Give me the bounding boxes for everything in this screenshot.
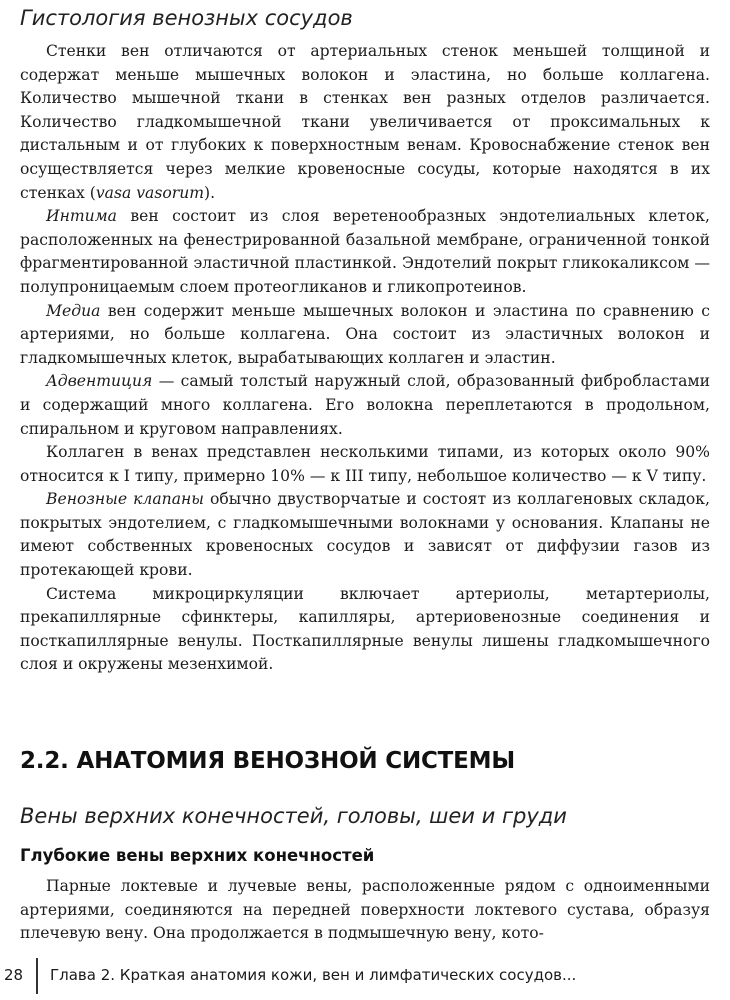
term-intima: Интима [46,207,117,226]
heading-histology: Гистология венозных сосудов [20,6,353,30]
paragraph-paired-veins: Парные локтевые и лучевые вены, расположенные рядом с одноименными артериями, соединяются на передней поверхности локтевого сустава, образуя плечевую вену. Она продолжается в подмышечную вену, кото- [20,877,710,943]
paragraph-intima [20,205,710,299]
paragraph-valves-text: обычно двустворчатые и состоят из коллагеновых складок, покрытых эндотелием, с гладкомышечными волокнами у основания. Клапаны не имеют собственных кровеносных сосудов и зависят от диффузии газов из протекающей крови. [20,490,711,580]
footer-divider [36,958,38,994]
subheading-deep-veins: Глубокие вены верхних конечностей [20,846,375,865]
section-heading: 2.2. АНАТОМИЯ ВЕНОЗНОЙ СИСТЕМЫ [20,748,516,774]
running-chapter-title: Глава 2. Краткая анатомия кожи, вен и лимфатических сосудов... [50,966,577,984]
term-media: Медиа [46,301,101,320]
paragraph-media-text: вен содержит меньше мышечных волокон и эластина по сравнению с артериями, но больше коллагена. Она состоит из эластичных волокон и гладкомышечных клеток, вырабатывающих коллаген и эластин. [20,301,710,367]
histology-text [20,40,710,677]
page-footer [0,958,730,994]
paragraph-walls [20,40,710,205]
paragraph-walls-end: ). [204,183,216,202]
page-number: 28 [4,966,24,984]
term-venous-valves: Венозные клапаны [46,490,204,509]
paragraph-media [20,300,710,371]
subheading-upper-limbs: Вены верхних конечностей, головы, шеи и груди [20,804,567,828]
paragraph-valves [20,488,710,582]
paragraph-adventitia-text: — самый толстый наружный слой, образованный фибробластами и содержащий много коллагена. Его волокна переплетаются в продольном, спиральном и круговом направлениях. [20,372,710,438]
deep-veins-text [20,875,710,946]
paragraph-collagen: Коллаген в венах представлен несколькими типами, из которых около 90% относится к I типу, примерно 10% — к III типу, небольшое количество — к V типу. [20,443,710,485]
paragraph-adventitia [20,370,710,441]
paragraph-walls-text: Стенки вен отличаются от артериальных стенок меньшей толщиной и содержат меньше мышечных волокон и эластина, но больше коллагена. Количество мышечной ткани в стенках вен разных отделов различается. Количество гладкомышечной ткани увеличивается от проксимальных к дистальным и от глубоких к поверхностным венам. Кровоснабжение стенок вен осуществляется через мелкие кровеносные сосуды, которые находятся в их стенках ( [20,42,710,202]
paragraph-intima-text: вен состоит из слоя веретенообразных эндотелиальных клеток, расположенных на фенестрированной базальной мембране, ограниченной тонкой фрагментированной эластичной пластинкой. Эндотелий покрыт гликокаликсом — полупроницаемым слоем протеогликанов и гликопротеинов. [20,207,710,296]
term-adventitia: Адвентиция [46,372,153,391]
term-vasa-vasorum: vasa vasorum [95,183,205,202]
paragraph-microcirculation: Система микроциркуляции включает артериолы, метартериолы, прекапиллярные сфинктеры, капилляры, артериовенозные соединения и посткапиллярные венулы. Посткапиллярные венулы лишены гладкомышечного слоя и окружены мезенхимой. [20,584,710,674]
